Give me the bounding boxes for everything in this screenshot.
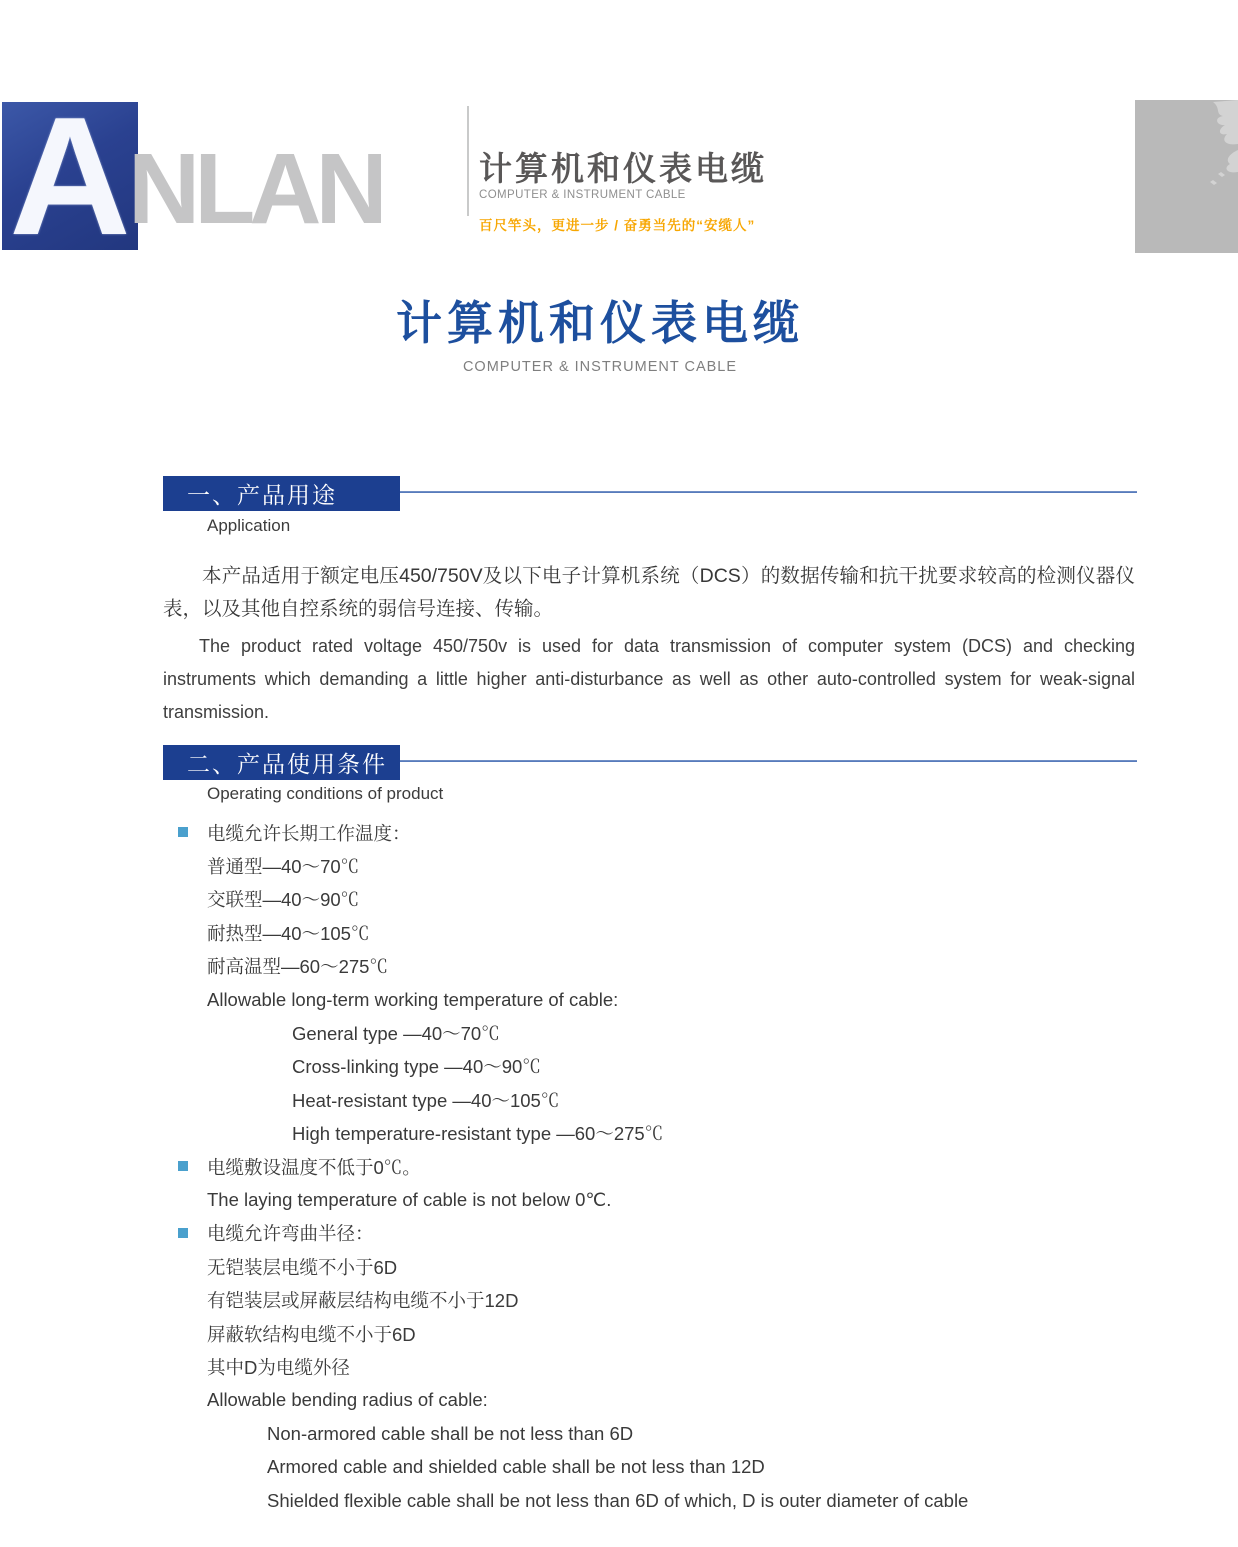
list-item xyxy=(207,1083,1137,1116)
list-item-text: 屏蔽软结构电缆不小于6D xyxy=(207,1323,416,1345)
bullet-square-icon xyxy=(178,1161,188,1171)
section1-paragraph-cn: 本产品适用于额定电压450/750V及以下电子计算机系统（DCS）的数据传输和抗干扰要求较高的检测仪器仪表，以及其他自控系统的弱信号连接、传输。 xyxy=(163,565,1135,620)
list-item-text: Non-armored cable shall be not less than 6D xyxy=(267,1422,634,1444)
page-title-block xyxy=(0,295,1200,375)
list-item xyxy=(207,816,1137,849)
page-subtitle: COMPUTER & INSTRUMENT CABLE xyxy=(462,359,738,375)
section1-heading: 一、产品用途 xyxy=(163,476,400,511)
logo-letter-a: A xyxy=(9,102,131,250)
list-item-text: Shielded flexible cable shall be not less than 6D of which, D is outer diameter of cable xyxy=(267,1489,969,1511)
list-item-text: Allowable bending radius of cable: xyxy=(207,1389,488,1411)
list-item xyxy=(207,1484,1137,1517)
section1-rule xyxy=(400,491,1137,493)
list-item-text: Cross-linking type —40～90℃ xyxy=(292,1056,541,1078)
list-item-text: 电缆允许长期工作温度： xyxy=(207,822,411,844)
section2-subheading: Operating conditions of product xyxy=(207,784,444,803)
anlan-logo-mark xyxy=(2,102,138,250)
section1-header xyxy=(163,476,1137,511)
list-item-text: 耐高温型—60～275℃ xyxy=(207,956,388,978)
list-item-text: Allowable long-term working temperature of cable: xyxy=(207,988,619,1010)
list-item xyxy=(207,1050,1137,1083)
conditions-list xyxy=(207,816,1137,1517)
list-item-text: General type —40～70℃ xyxy=(292,1023,500,1045)
section2-rule xyxy=(400,760,1137,762)
list-item xyxy=(207,1217,1137,1250)
list-item xyxy=(207,950,1137,983)
section2-heading: 二、产品使用条件 xyxy=(163,745,400,780)
list-item xyxy=(207,1417,1137,1450)
list-item xyxy=(207,1283,1137,1316)
brand-title-en: COMPUTER & INSTRUMENT CABLE xyxy=(479,189,686,201)
list-item-text: 电缆敷设温度不低于0℃。 xyxy=(207,1156,421,1178)
brand-title-cn: 计算机和仪表电缆 xyxy=(479,150,767,187)
list-item xyxy=(207,1450,1137,1483)
list-item xyxy=(207,1016,1137,1049)
list-item xyxy=(207,1250,1137,1283)
list-item xyxy=(207,916,1137,949)
list-item xyxy=(207,1384,1137,1417)
list-item-text: 普通型—40～70℃ xyxy=(207,856,360,878)
list-item xyxy=(207,1317,1137,1350)
brand-text-block xyxy=(479,150,767,234)
list-item-text: Armored cable and shielded cable shall be not less than 12D xyxy=(267,1456,765,1478)
list-item xyxy=(207,1350,1137,1383)
page-title: 计算机和仪表电缆 xyxy=(396,297,804,349)
section2-header xyxy=(163,745,1137,780)
list-item-text: 耐热型—40～105℃ xyxy=(207,922,370,944)
list-item-text: 无铠装层电缆不小于6D xyxy=(207,1256,398,1278)
list-item xyxy=(207,883,1137,916)
section1-subheading: Application xyxy=(207,516,291,535)
bullet-square-icon xyxy=(178,827,188,837)
list-item-text: High temperature-resistant type —60～275℃ xyxy=(292,1123,664,1145)
list-item-text: 其中D为电缆外径 xyxy=(207,1356,350,1378)
brand-slogan: 百尺竿头，更进一步 / 奋勇当先的“安缆人” xyxy=(479,218,756,233)
bullet-square-icon xyxy=(178,1228,188,1238)
list-item xyxy=(207,983,1137,1016)
list-item-text: Heat-resistant type —40～105℃ xyxy=(292,1089,560,1111)
list-item-text: 有铠装层或屏蔽层结构电缆不小于12D xyxy=(207,1290,519,1312)
corner-photo-placeholder xyxy=(1135,100,1238,253)
logo-wordmark: NLAN xyxy=(128,133,382,245)
list-item xyxy=(207,1117,1137,1150)
list-item xyxy=(207,1150,1137,1183)
list-item-text: The laying temperature of cable is not below 0℃. xyxy=(207,1188,612,1210)
list-item-text: 交联型—40～90℃ xyxy=(207,889,360,911)
list-item-text: 电缆允许弯曲半径： xyxy=(207,1223,374,1245)
leaf-silhouette-icon xyxy=(1135,100,1238,253)
header-divider xyxy=(467,106,469,216)
section1-paragraph-en: The product rated voltage 450/750v is used for data transmission of computer system (DCS) and checking instruments which demanding a little higher anti-disturbance as well as other auto-controlled system for weak-signal transmission. xyxy=(163,636,1135,722)
list-item xyxy=(207,849,1137,882)
list-item xyxy=(207,1183,1137,1216)
